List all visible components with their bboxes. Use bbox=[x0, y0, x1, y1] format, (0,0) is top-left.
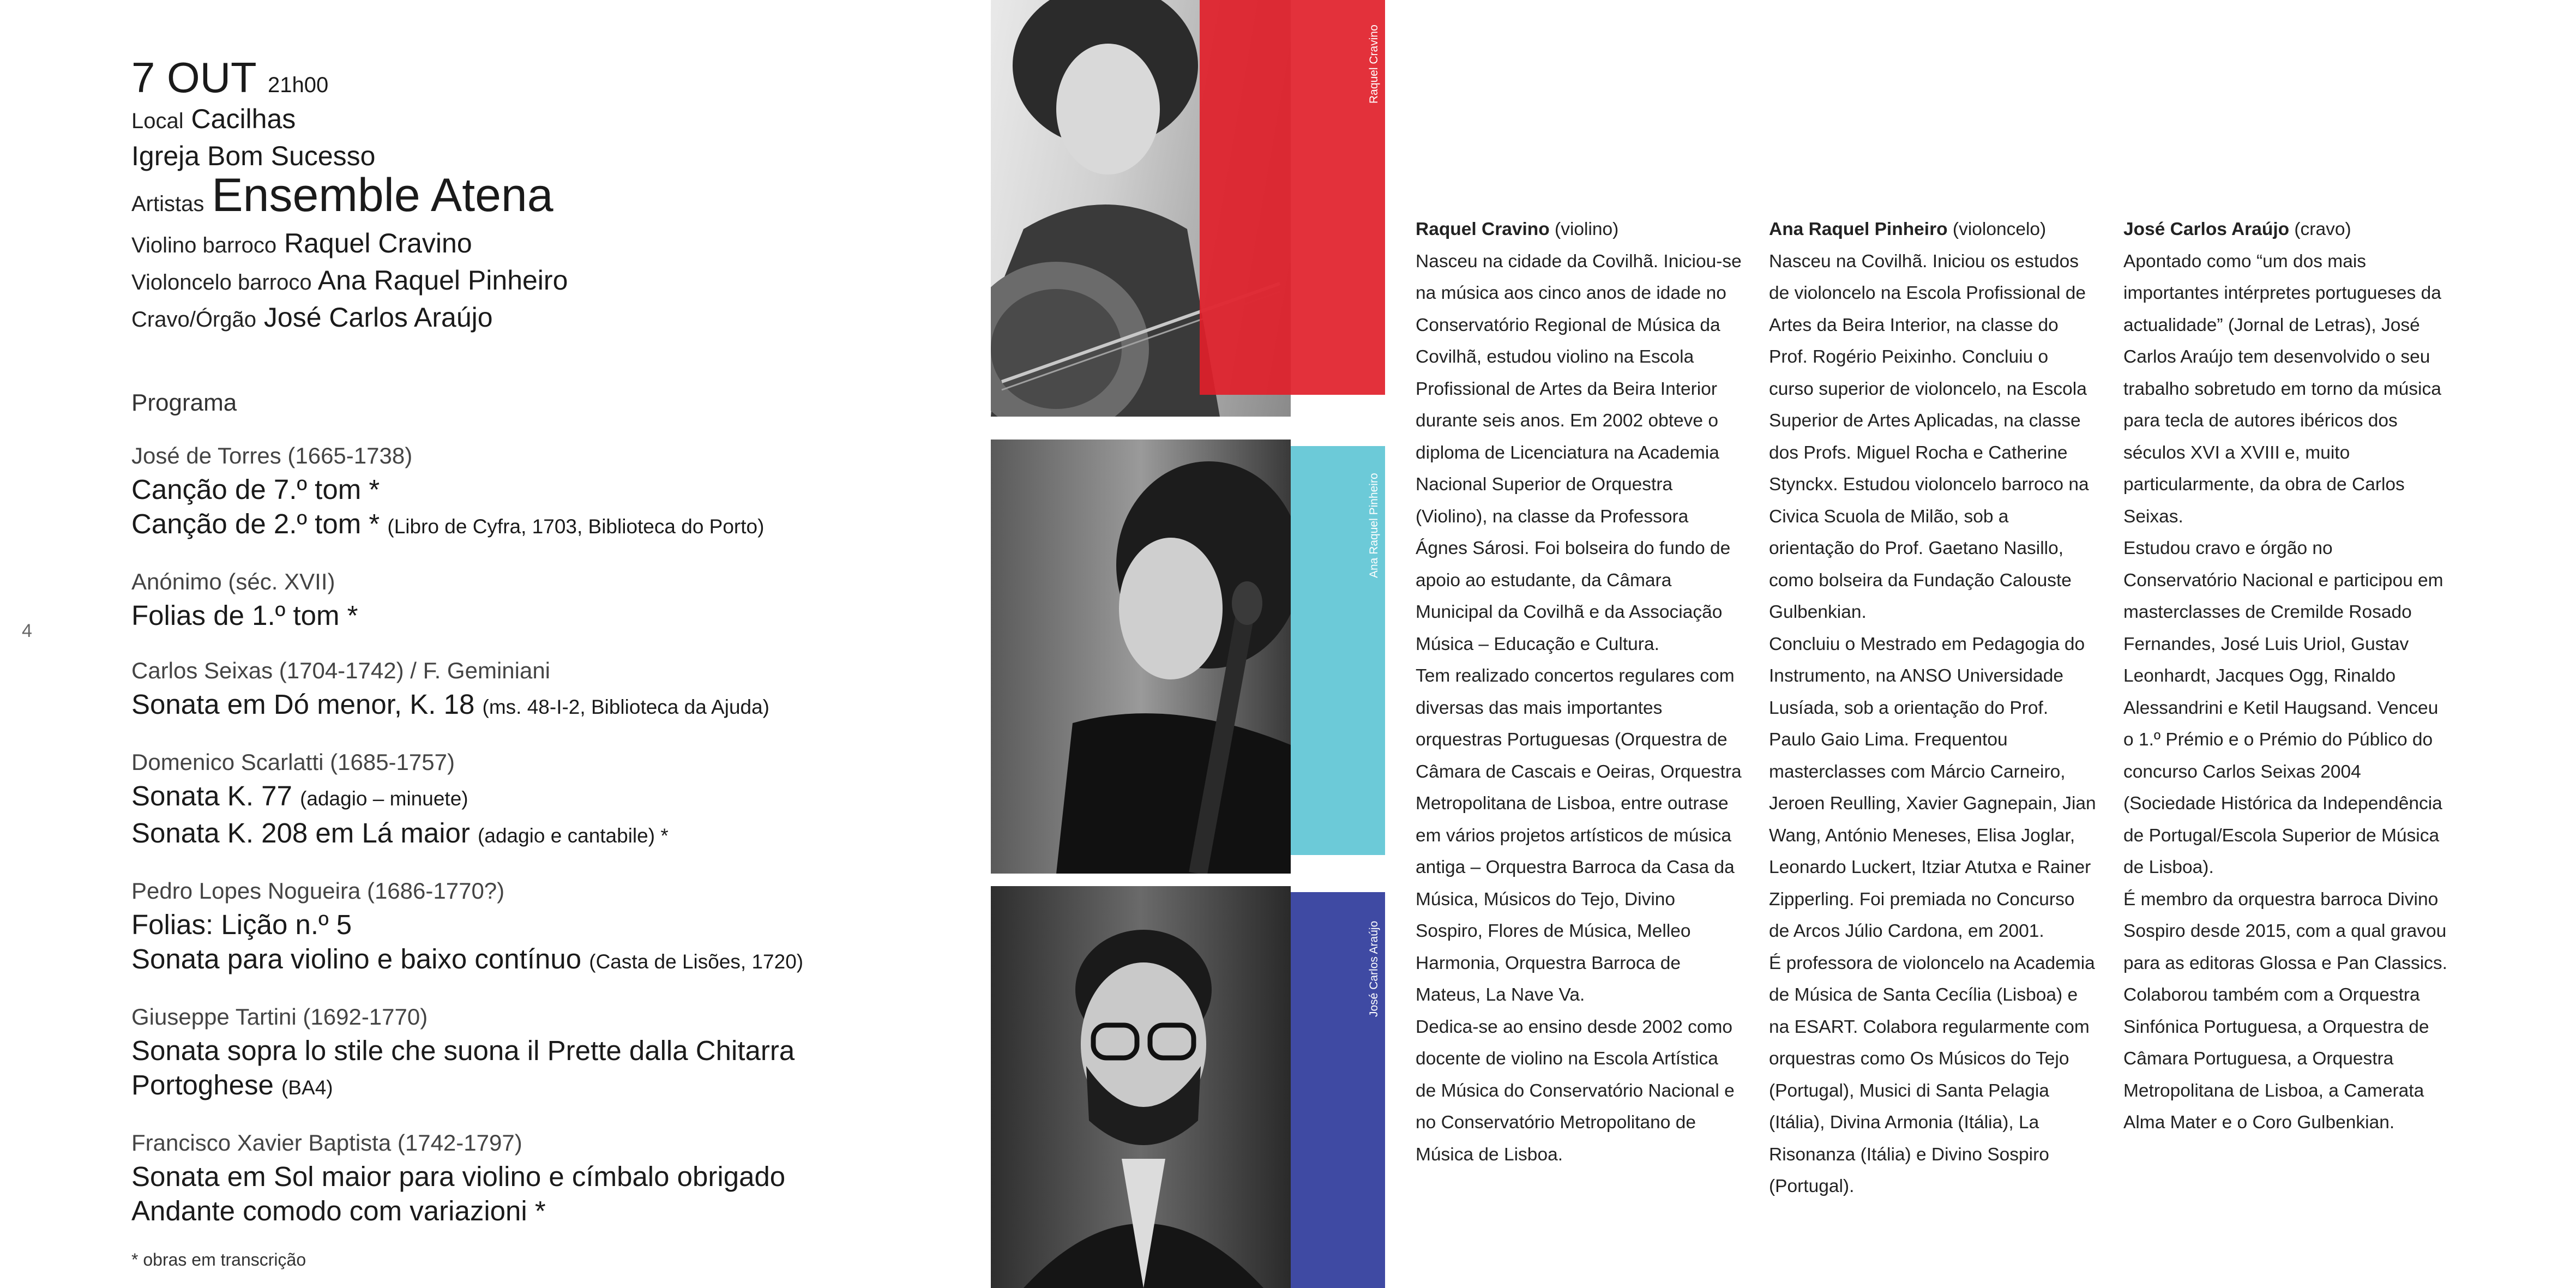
work-line bbox=[131, 907, 949, 942]
performer-role: Cravo/Órgão bbox=[131, 307, 256, 332]
event-programme-column bbox=[131, 55, 949, 1270]
work-title: Canção de 7.º tom * bbox=[131, 473, 380, 505]
work-source-note: (ms. 48-I-2, Biblioteca da Ajuda) bbox=[482, 695, 770, 718]
ensemble-name: Ensemble Atena bbox=[212, 168, 553, 221]
performer-name: Ana Raquel Pinheiro bbox=[317, 264, 568, 296]
event-artists bbox=[131, 168, 949, 226]
page-number: 4 bbox=[22, 621, 32, 641]
work-title: Sonata K. 77 bbox=[131, 780, 300, 811]
work-title: Sonata K. 208 em Lá maior bbox=[131, 817, 478, 848]
work-title: Andante comodo com variazioni * bbox=[131, 1195, 546, 1226]
bio-name: José Carlos Araújo bbox=[2123, 219, 2290, 239]
work-line bbox=[131, 816, 949, 853]
work-line bbox=[131, 942, 949, 979]
programme-item bbox=[131, 875, 949, 979]
location-label: Local bbox=[131, 109, 184, 133]
composer-name: Pedro Lopes Nogueira (1686-1770?) bbox=[131, 877, 505, 904]
event-location bbox=[131, 101, 949, 139]
event-date-line bbox=[131, 55, 949, 101]
work-line bbox=[131, 598, 949, 633]
composer-name: Anónimo (séc. XVII) bbox=[131, 568, 335, 594]
work-line bbox=[131, 1159, 949, 1194]
programme-item bbox=[131, 440, 949, 544]
composer-name: Giuseppe Tartini (1692-1770) bbox=[131, 1003, 428, 1030]
performer-name: Raquel Cravino bbox=[284, 227, 472, 258]
bio-paragraph: Tem realizado concertos regulares com diversas das mais importantes orquestras Portuguesas (Orquestra de Câmara de Cascais e Oeiras, Orquestra Metropolitana de Lisboa, entre outrase em vários projetos artísticos de música antiga – Orquestra Barroca da Casa da Música, Músicos do Tejo, Divino Sospiro, Flores de Música, Melleo Harmonia, Orquestra Barroca de Mateus, La Nave Va. bbox=[1416, 666, 1742, 1005]
work-source-note: (Libro de Cyfra, 1703, Biblioteca do Porto) bbox=[387, 515, 765, 538]
artists-label: Artistas bbox=[131, 191, 204, 216]
bio-paragraph: É professora de violoncelo na Academia de Música de Santa Cecília (Lisboa) e na ESART. Colabora regularmente com orquestras como Os Músicos do Tejo (Portugal), Musici di Santa Pelagia (Itália), Divina Armonia (Itália), La Risonanza (Itália) e Divino Sospiro (Portugal). bbox=[1769, 953, 2095, 1196]
composer-name: Francisco Xavier Baptista (1742-1797) bbox=[131, 1129, 522, 1155]
photo-ana-raquel-pinheiro bbox=[991, 440, 1291, 874]
location-value: Cacilhas bbox=[191, 103, 296, 134]
work-title: Folias: Lição n.º 5 bbox=[131, 908, 352, 940]
work-title: Sonata para violino e baixo contínuo bbox=[131, 943, 589, 974]
work-title: Folias de 1.º tom * bbox=[131, 599, 358, 631]
bio-ana-raquel-pinheiro bbox=[1769, 214, 2096, 1203]
programme-item bbox=[131, 1001, 949, 1105]
programme-item bbox=[131, 746, 949, 853]
bio-paragraph: É membro da orquestra barroca Divino Sospiro desde 2015, com a qual gravou para as editoras Glossa e Pan Classics. bbox=[2123, 889, 2447, 973]
bio-instrument: (violoncelo) bbox=[1947, 219, 2047, 239]
performer-role: Violino barroco bbox=[131, 233, 277, 257]
composer-name: Domenico Scarlatti (1685-1757) bbox=[131, 749, 455, 775]
event-venue: Igreja Bom Sucesso bbox=[131, 140, 376, 171]
harpsichordist-portrait-illustration bbox=[991, 886, 1291, 1288]
performer-role: Violoncelo barroco bbox=[131, 270, 312, 294]
work-line bbox=[131, 507, 949, 544]
performer-line bbox=[131, 226, 949, 263]
bio-header bbox=[2123, 214, 2451, 246]
work-source-note: (adagio e cantabile) * bbox=[478, 824, 669, 847]
photo-label-jose: José Carlos Araújo bbox=[1368, 920, 1380, 1017]
bio-paragraph: Nasceu na cidade da Covilhã. Iniciou-se na música aos cinco anos de idade no Conservatório Regional de Música da Covilhã, estudou violino na Escola Profissional de Artes da Beira Interior durante seis anos. Em 2002 obteve o diploma de Licenciatura na Academia Nacional Superior de Orquestra (Violino), na classe da Professora Ágnes Sárosi. Foi bolseira do fundo de apoio ao estudante, da Câmara Municipal da Covilhã e da Associação Música – Educação e Cultura. bbox=[1416, 251, 1742, 654]
bio-paragraph: Dedica-se ao ensino desde 2002 como docente de violino na Escola Artística de Música do Conservatório Nacional e no Conservatório Metropolitano de Música de Lisboa. bbox=[1416, 1016, 1735, 1165]
work-line bbox=[131, 1033, 949, 1068]
work-line bbox=[131, 687, 949, 724]
bio-raquel-cravino bbox=[1416, 214, 1743, 1171]
composer-name: José de Torres (1665-1738) bbox=[131, 442, 413, 468]
programme-footnote: * obras em transcrição bbox=[131, 1249, 306, 1269]
work-line bbox=[131, 1194, 949, 1228]
work-title: Sonata sopra lo stile che suona il Prette dalla Chitarra bbox=[131, 1034, 795, 1066]
cellist-portrait-illustration bbox=[991, 440, 1291, 874]
bio-name: Ana Raquel Pinheiro bbox=[1769, 219, 1948, 239]
bio-paragraph: Estudou cravo e órgão no Conservatório Nacional e participou em masterclasses de Cremilde Rosado Fernandes, José Luis Uriol, Gustav Leonhardt, Jacques Ogg, Rinaldo Alessandrini e Ketil Haugsand. Venceu o 1.º Prémio e o Prémio do Público do concurso Carlos Seixas 2004 (Sociedade Histórica da Independência de Portugal/Escola Superior de Música de Lisboa). bbox=[2123, 538, 2443, 877]
work-source-note: (Casta de Lisões, 1720) bbox=[589, 950, 804, 973]
bio-instrument: (cravo) bbox=[2289, 219, 2351, 239]
red-color-band bbox=[1200, 0, 1385, 395]
work-line bbox=[131, 472, 949, 507]
bio-header bbox=[1416, 214, 1743, 246]
bio-jose-carlos-araujo bbox=[2123, 214, 2451, 1139]
work-title: Sonata em Sol maior para violino e címbalo obrigado bbox=[131, 1160, 786, 1192]
bio-paragraph: Apontado como “um dos mais importantes intérpretes portugueses da actualidade” (Jornal de Letras), José Carlos Araújo tem desenvolvido o seu trabalho sobretudo em torno da música para tecla de autores ibéricos dos séculos XVI a XVIII e, muito particularmente, da obra de Carlos Seixas. bbox=[2123, 251, 2441, 527]
programme-item bbox=[131, 565, 949, 633]
bio-header bbox=[1769, 214, 2096, 246]
programme-item bbox=[131, 1127, 949, 1228]
work-line bbox=[131, 1068, 949, 1105]
performer-line bbox=[131, 263, 949, 300]
work-title: Portoghese bbox=[131, 1069, 282, 1100]
event-date: 7 OUT bbox=[131, 53, 256, 101]
performer-name: José Carlos Araújo bbox=[263, 302, 493, 333]
photo-label-ana: Ana Raquel Pinheiro bbox=[1368, 473, 1380, 578]
bio-paragraph: Concluiu o Mestrado em Pedagogia do Instrumento, na ANSO Universidade Lusíada, sob a orientação do Prof. Paulo Gaio Lima. Frequentou masterclasses com Márcio Carneiro, Jeroen Reulling, Xavier Gagnepain, Jian Wang, António Meneses, Elisa Joglar, Leonardo Luckert, Itziar Atutxa e Rainer Zipperling. Foi premiada no Concurso de Arcos Júlio Cardona, em 2001. bbox=[1769, 634, 2096, 941]
programme-title: Programa bbox=[131, 389, 237, 416]
bio-paragraph: Colaborou também com a Orquestra Sinfónica Portuguesa, a Orquestra de Câmara Portuguesa, a Orquestra Metropolitana de Lisboa, a Camerata Alma Mater e o Coro Gulbenkian. bbox=[2123, 985, 2429, 1133]
composer-name: Carlos Seixas (1704-1742) / F. Geminiani bbox=[131, 657, 551, 683]
bio-paragraph: Nasceu na Covilhã. Iniciou os estudos de violoncelo na Escola Profissional de Artes da Beira Interior, na classe do Prof. Rogério Peixinho. Concluiu o curso superior de violoncelo, na Escola Superior de Artes Aplicadas, na classe dos Profs. Miguel Rocha e Catherine Stynckx. Estudou violoncelo barroco na Civica Scuola de Milão, sob a orientação do Prof. Gaetano Nasillo, como bolseira da Fundação Calouste Gulbenkian. bbox=[1769, 251, 2089, 622]
bio-name: Raquel Cravino bbox=[1416, 219, 1550, 239]
work-source-note: (adagio – minuete) bbox=[300, 787, 468, 810]
work-source-note: (BA4) bbox=[281, 1076, 333, 1099]
bio-instrument: (violino) bbox=[1549, 219, 1619, 239]
programme-item bbox=[131, 654, 949, 724]
work-title: Canção de 2.º tom * bbox=[131, 508, 388, 539]
programme-list bbox=[131, 440, 949, 1228]
photo-jose-carlos-araujo bbox=[991, 886, 1291, 1288]
performer-line bbox=[131, 300, 949, 337]
work-line bbox=[131, 779, 949, 816]
photo-label-raquel: Raquel Cravino bbox=[1368, 25, 1380, 104]
event-time: 21h00 bbox=[267, 73, 329, 97]
work-title: Sonata em Dó menor, K. 18 bbox=[131, 688, 483, 720]
